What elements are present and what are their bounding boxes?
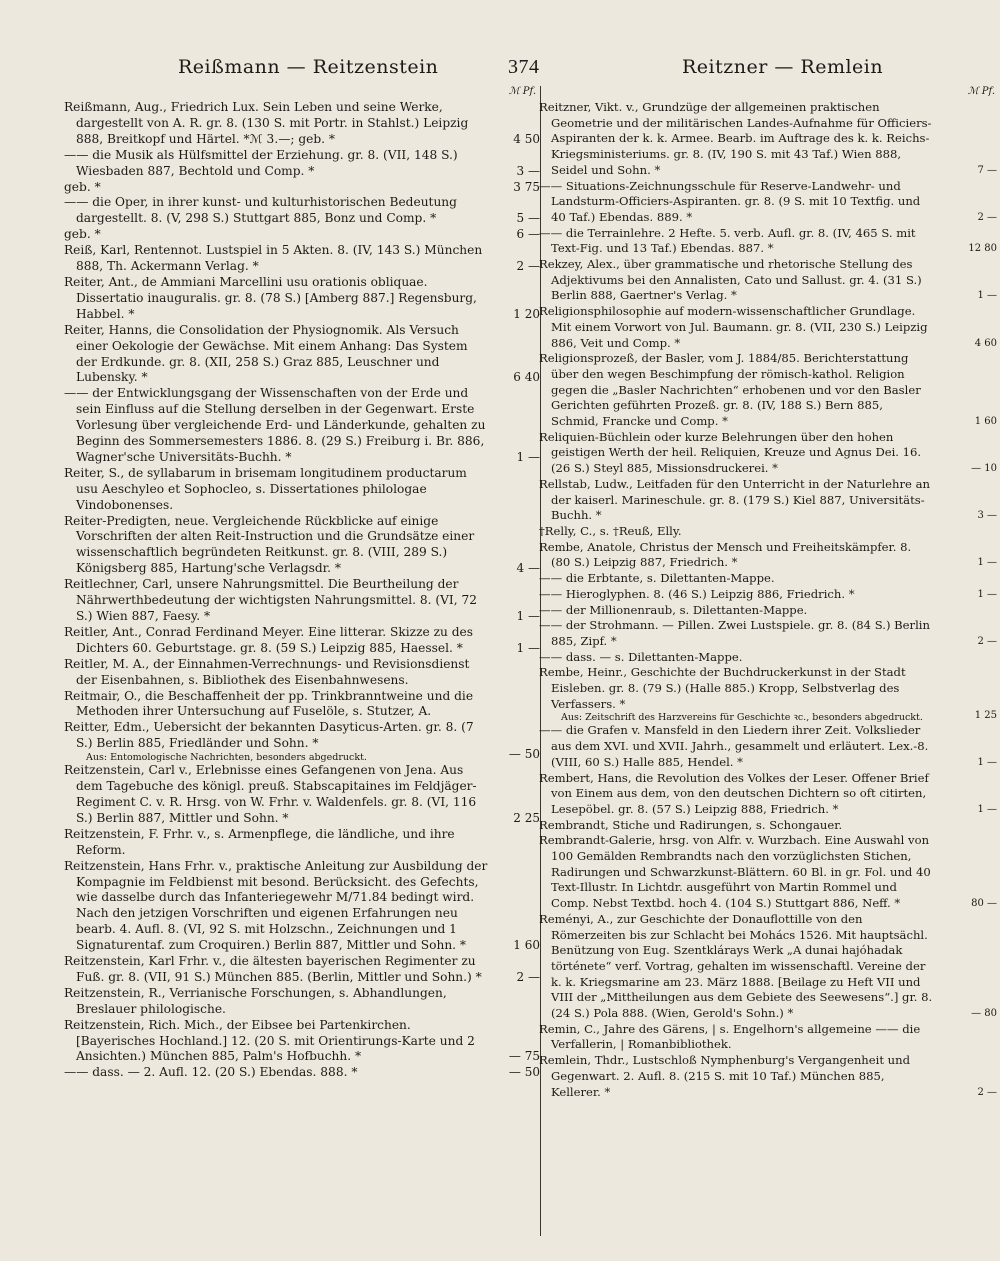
entry-text: Reitmair, O., die Beschaffenheit der pp. Trinkbranntweine und die Methoden ihrer Untersuchung auf Fuselöle, s. Stutzer, A. [64, 688, 474, 719]
header-right-title: Reitzner — Remlein [682, 56, 884, 78]
entry-price: 1 — [977, 803, 997, 815]
catalog-entry [539, 225, 997, 257]
catalog-entry [541, 818, 969, 834]
entry-price: 1 25 [974, 709, 997, 721]
entry-text: geb. * [64, 227, 101, 242]
entry-text: —— der Strohmann. — Pillen. Zwei Lustspiele. gr. 8. (84 S.) Berlin 885, Zipf. * [539, 618, 930, 648]
entry-text: Reliquien-Büchlein oder kurze Belehrungen über den hohen geistigen Werth der heil. Reliquien, Kreuze und Agnus Dei. 16. (26 S.) Steyl 885, Missionsdruckerei. * [539, 429, 922, 476]
catalog-entry [64, 577, 540, 625]
entry-price: 4 50 [513, 131, 540, 146]
catalog-entry [539, 618, 997, 649]
header-left-title: Reißmann — Reitzenstein [178, 56, 439, 78]
catalog-entry [539, 665, 997, 724]
entry-text: —— Hieroglyphen. 8. (46 S.) Leipzig 886, Friedrich. * [539, 586, 855, 601]
entry-price: — 10 [971, 463, 997, 475]
entry-text: Reitzenstein, Carl v., Erlebnisse eines Gefangenen von Jena. Aus dem Tagebuche des königl. preuß. Stabscapitaines im Feldjäger-Regiment C. v. R. Hrsg. von W. Frhr. v. Waldenfels. gr. 8. (VI, 116 S.) Berlin 887, Mittler und Sohn. * [64, 763, 477, 825]
entry-text: †Relly, C., s. †Reuß, Elly. [539, 523, 682, 538]
catalog-entry [539, 833, 997, 912]
entry-text: —— der Millionenraub, s. Dilettanten-Mappe. [539, 602, 808, 617]
entry-text: Reitzenstein, Hans Frhr. v., praktische Anleitung zur Ausbildung der Kompagnie im Feldbienst mit besond. Berücksicht. des Gefechts, wie dasselbe durch das Infanteriegewehr M/71.84 bedingt wird. Nach den jetzigen Vorschriften und eigenen Erfahrungen neu bearb. 4. Aufl. 8. (VI, 92 S. mit Holzschn., Zeichnungen und 1 Signaturentaf. zum Croquiren.) Berlin 887, Mittler und Sohn. * [64, 858, 488, 953]
entry-price: 6 40 [513, 370, 540, 385]
entry-price: 1 — [977, 290, 997, 302]
entry-text: Reißmann, Aug., Friedrich Lux. Sein Leben und seine Werke, dargestellt von A. R. gr. 8. (130 S. mit Portr. in Stahlst.) Leipzig 888, Breitkopf und Härtel. *ℳ 3.—; geb. * [64, 100, 469, 146]
catalog-entry [539, 351, 997, 430]
entry-text: Rembert, Hans, die Revolution des Volkes der Leser. Offener Brief von Einem aus dem, von den deutschen Dichtern so oft citirten, Lesepöbel. gr. 8. (57 S.) Leipzig 888, Friedrich. * [539, 770, 929, 816]
catalog-entry [64, 195, 540, 227]
entry-text: Religionsphilosophie auf modern-wissenschaftlicher Grundlage. Mit einem Vorwort von Jul. Baumann. gr. 8. (VII, 230 S.) Leipzig 886, Veit und Comp. * [539, 304, 928, 350]
entry-price: 1 — [977, 557, 997, 569]
catalog-entry [541, 603, 969, 619]
price-column-header: ℳ Pf. [967, 86, 995, 97]
entry-price: 4 60 [974, 337, 997, 349]
entry-price: 1 — [516, 640, 540, 655]
right-column [539, 86, 997, 1236]
entry-note: Aus: Entomologische Nachrichten, besonders abgedruckt. [86, 752, 367, 764]
entry-text: —— dass. — 2. Aufl. 12. (20 S.) Ebendas. 888. * [64, 1065, 358, 1080]
entry-text: —— die Erbtante, s. Dilettanten-Mappe. [539, 571, 775, 586]
left-entries [64, 100, 540, 1081]
entry-price: 1 — [977, 756, 997, 768]
entry-price: 1 60 [513, 938, 540, 953]
catalog-entry [64, 180, 540, 196]
catalog-entry [539, 539, 997, 571]
entry-price: 4 — [516, 561, 540, 576]
entry-text: Reitlechner, Carl, unsere Nahrungsmittel. Die Beurtheilung der Nährwerthbedeutung der wichtigsten Nahrungsmittel. 8. (VI, 72 S.) Wien 887, Faesy. * [64, 577, 477, 623]
entry-text: Reitter, Edm., Uebersicht der bekannten Dasyticus-Arten. gr. 8. (7 S.) Berlin 885, Friedländer und Sohn. * [64, 720, 474, 751]
entry-text: Remlein, Thdr., Lustschloß Nymphenburg's Vergangenheit und Gegenwart. 2. Aufl. 8. (215 S. mit 10 Taf.) München 885, Kellerer. * [539, 1053, 911, 1099]
entry-price: 1 — [516, 609, 540, 623]
catalog-entry [64, 227, 540, 243]
entry-note: Aus: Zeitschrift des Harzvereins für Geschichte ꝛc., besonders abgedruckt. [561, 712, 923, 724]
entry-text: —— der Entwicklungsgang der Wissenschaften von der Erde und sein Einfluss auf die Stellung derselben in der Gegenwart. Erste Vorlesung über vergleichende Erd- und Länderkunde, gehalten zu Beginn des Sommersemesters 1886. 8. (29 S.) Freiburg i. Br. 886, Wagner'sche Universitäts-Buchh. * [64, 386, 486, 464]
catalog-entry [64, 514, 540, 578]
catalog-entry [64, 689, 540, 721]
entry-text: —— die Grafen v. Mansfeld in den Liedern ihrer Zeit. Volkslieder aus dem XVI. und XVII. Jahrh., gesammelt und erläutert. Lex.-8. (VIII, 60 S.) Halle 885, Hendel. * [539, 723, 929, 769]
entry-text: geb. * [64, 179, 101, 194]
entry-text: —— die Musik als Hülfsmittel der Erziehung. gr. 8. (VII, 148 S.) Wiesbaden 887, Bechtold und Comp. * [64, 147, 458, 178]
entry-text: Reitzenstein, F. Frhr. v., s. Armenpflege, die ländliche, und ihre Reform. [64, 826, 455, 857]
entry-text: Reitler, Ant., Conrad Ferdinand Meyer. Eine litterar. Skizze zu des Dichters 60. Geburtstage. gr. 8. (59 S.) Leipzig 885, Haessel. * [64, 624, 474, 655]
entry-price: 6 — [516, 227, 540, 242]
left-column [64, 86, 540, 1236]
catalog-entry [64, 1065, 540, 1081]
catalog-entry [539, 100, 997, 179]
entry-text: Reiter-Predigten, neue. Vergleichende Rückblicke auf einige Vorschriften der alten Reit-Instruction und die Grundsätze einer wissenschaftlich begründeten Reitkunst. gr. 8. (VIII, 289 S.) Königsberg 885, Hartung'sche Verlagsdr. * [64, 513, 475, 576]
catalog-entry [64, 657, 540, 689]
entry-text: Rembe, Heinr., Geschichte der Buchdruckerkunst in der Stadt Eisleben. gr. 8. (79 S.) (Halle 885.) Kropp, Selbstverlag des Verfassers. * [539, 665, 906, 711]
entry-text: Rellstab, Ludw., Leitfaden für den Unterricht in der Naturlehre an der kaiserl. Marineschule. gr. 8. (179 S.) Kiel 887, Universitäts-Buchh. * [539, 476, 930, 523]
entry-price: 2 — [977, 635, 997, 647]
catalog-entry [64, 148, 540, 180]
price-column-header: ℳ Pf. [508, 86, 536, 97]
entry-price: 3 — [516, 163, 540, 178]
entry-price: 12 80 [968, 243, 997, 255]
catalog-entry [539, 429, 997, 477]
entry-text: —— Situations-Zeichnungsschule für Reserve-Landwehr- und Landsturm-Officiers-Aspiranten. gr. 8. (9 S. mit 10 Textfig. und 40 Taf.) Ebendas. 889. * [539, 178, 921, 224]
entry-text: Reményi, A., zur Geschichte der Donauflottille von den Römerzeiten bis zur Schlacht bei Mohács 1526. Mit hauptsächl. Benützung von Eug. Szentklárays Werk „A dunai hajóhadak története“ verf. Vortrag, gehalten im wissenschaftl. Vereine der k. k. Kriegsmarine am 23. März 1888. [Beilage zu Heft VII und VIII der „Mittheilungen aus dem Gebiete des Seewesens“.] gr. 8. (24 S.) Pola 888. (Wien, Gerold's Sohn.) * [539, 911, 933, 1021]
catalog-entry [539, 178, 997, 226]
catalog-entry [64, 466, 540, 514]
entry-price: 7 — [977, 164, 997, 176]
catalog-entry [64, 243, 540, 275]
entry-price: 1 60 [974, 416, 997, 428]
entry-price: 2 — [516, 969, 540, 984]
entry-price: — 50 [508, 747, 540, 762]
entry-price: 3 — [977, 510, 997, 522]
entry-price: 1 — [977, 588, 997, 600]
catalog-entry [541, 524, 969, 540]
entry-text: Rembe, Anatole, Christus der Mensch und Freiheitskämpfer. 8. (80 S.) Leipzig 887, Friedrich. * [539, 539, 912, 570]
catalog-entry [64, 323, 540, 387]
entry-text: —— die Oper, in ihrer kunst- und kulturhistorischen Bedeutung dargestellt. 8. (V, 298 S.) Stuttgart 885, Bonz und Comp. * [64, 195, 457, 226]
catalog-entry [64, 720, 540, 763]
entry-text: —— die Terrainlehre. 2 Hefte. 5. verb. Aufl. gr. 8. (IV, 465 S. mit Text-Fig. und 13 Taf.) Ebendas. 887. * [539, 225, 916, 256]
entry-price: 5 — [516, 211, 540, 226]
catalog-entry [539, 770, 997, 818]
page-number: 374 [508, 56, 540, 78]
entry-text: Reiter, Hanns, die Consolidation der Physiognomik. Als Versuch einer Oekologie der Gewächse. Mit einem Anhang: Das System der Erdkunde. gr. 8. (XII, 258 S.) Graz 885, Leuschner und Lubensky. * [64, 322, 468, 385]
entry-price: 1 20 [513, 306, 540, 321]
catalog-entry [539, 911, 997, 1022]
catalog-entry [539, 304, 997, 351]
catalog-entry [64, 827, 540, 859]
catalog-entry [64, 386, 540, 466]
entry-text: Reitler, M. A., der Einnahmen-Verrechnungs- und Revisionsdienst der Eisenbahnen, s. Bibliothek des Eisenbahnwesens. [64, 656, 470, 687]
entry-price: — 80 [971, 1008, 997, 1020]
entry-price: 80 — [971, 898, 997, 910]
catalog-entry [64, 986, 540, 1018]
entry-price: — 75 [508, 1049, 540, 1064]
entry-text: Religionsprozeß, der Basler, vom J. 1884/85. Berichterstattung über den wegen Beschimpfung der römisch-kathol. Religion gegen die „Basler Nachrichten“ erhobenen und vor den Basler Gerichten geführten Prozeß. gr. 8. (IV, 188 S.) Bern 885, Schmid, Francke und Comp. * [539, 351, 921, 429]
catalog-entry [64, 100, 540, 148]
catalog-entry [541, 650, 969, 666]
catalog-entry [541, 571, 969, 587]
right-entries [539, 100, 997, 1100]
catalog-entry [539, 1053, 997, 1100]
entry-price: 2 — [977, 211, 997, 223]
entry-price: — 50 [508, 1065, 540, 1080]
catalog-entry [64, 859, 540, 954]
entry-price: 2 — [516, 259, 540, 274]
entry-text: Remin, C., Jahre des Gärens, | s. Engelhorn's allgemeine —— die Verfallerin, | Romanbibliothek. [539, 1021, 921, 1052]
entry-price: 2 25 [513, 810, 540, 825]
entry-text: Rembrandt, Stiche und Radirungen, s. Schongauer. [539, 817, 843, 832]
entry-text: Reitzenstein, Karl Frhr. v., die ältesten bayerischen Regimenter zu Fuß. gr. 8. (VII, 91 S.) München 885. (Berlin, Mittler und Sohn.) * [64, 954, 482, 984]
catalog-entry [539, 257, 997, 304]
catalog-entry [539, 476, 997, 524]
entry-text: Reiß, Karl, Rentennot. Lustspiel in 5 Akten. 8. (IV, 143 S.) München 888, Th. Ackermann Verlag. * [64, 243, 483, 274]
entry-text: Reiter, Ant., de Ammiani Marcellini usu orationis obliquae. Dissertatio inauguralis. gr. 8. (78 S.) [Amberg 887.] Regensburg, Habbel. * [64, 274, 477, 321]
catalog-entry [539, 586, 997, 603]
running-header [60, 56, 940, 88]
entry-text: Reiter, S., de syllabarum in brisemam longitudinem productarum usu Aeschyleo et Sophocleo, s. Dissertationes philologae Vindobonenses. [64, 465, 467, 512]
catalog-entry [64, 763, 540, 827]
entry-price: 3 75 [513, 179, 540, 194]
entry-text: —— dass. — s. Dilettanten-Mappe. [539, 649, 743, 664]
entry-text: Reitzner, Vikt. v., Grundzüge der allgemeinen praktischen Geometrie und der militärischen Landes-Aufnahme für Officiers-Aspiranten der k. k. Armee. Bearb. im Auftrage des k. k. Reichs-Kriegsministeriums. gr. 8. (IV, 190 S. mit 43 Taf.) Wien 888, Seidel und Sohn. * [539, 100, 932, 177]
catalog-entry [64, 1018, 540, 1066]
catalog-entry [64, 954, 540, 986]
catalog-entry [539, 723, 997, 770]
entry-price: 1 — [516, 449, 540, 464]
entry-text: Reitzenstein, Rich. Mich., der Eibsee bei Partenkirchen. [Bayerisches Hochland.] 12. (20 S. mit Orientirungs-Karte und 2 Ansichten.) München 885, Palm's Hofbuchh. * [64, 1017, 475, 1064]
entry-price: 2 — [977, 1086, 997, 1098]
catalog-entry [64, 275, 540, 323]
entry-text: Rembrandt-Galerie, hrsg. von Alfr. v. Wurzbach. Eine Auswahl von 100 Gemälden Rembrandts nach den vorzüglichsten Stichen, Radirungen und Schwarzkunst-Blättern. 60 Bl. in gr. Fol. und 40 Text-Illustr. In Lichtdr. ausgeführt von Martin Rommel und Comp. Nebst Textbd. hoch 4. (104 S.) Stuttgart 886, Neff. * [539, 833, 931, 911]
entry-text: Rekzey, Alex., über grammatische und rhetorische Stellung des Adjektivums bei den Annalisten, Cato und Sallust. gr. 4. (31 S.) Berlin 888, Gaertner's Verlag. * [539, 257, 922, 303]
entry-text: Reitzenstein, R., Verrianische Forschungen, s. Abhandlungen, Breslauer philologische. [64, 985, 447, 1016]
catalog-entry [541, 1022, 969, 1053]
catalog-entry [64, 625, 540, 657]
